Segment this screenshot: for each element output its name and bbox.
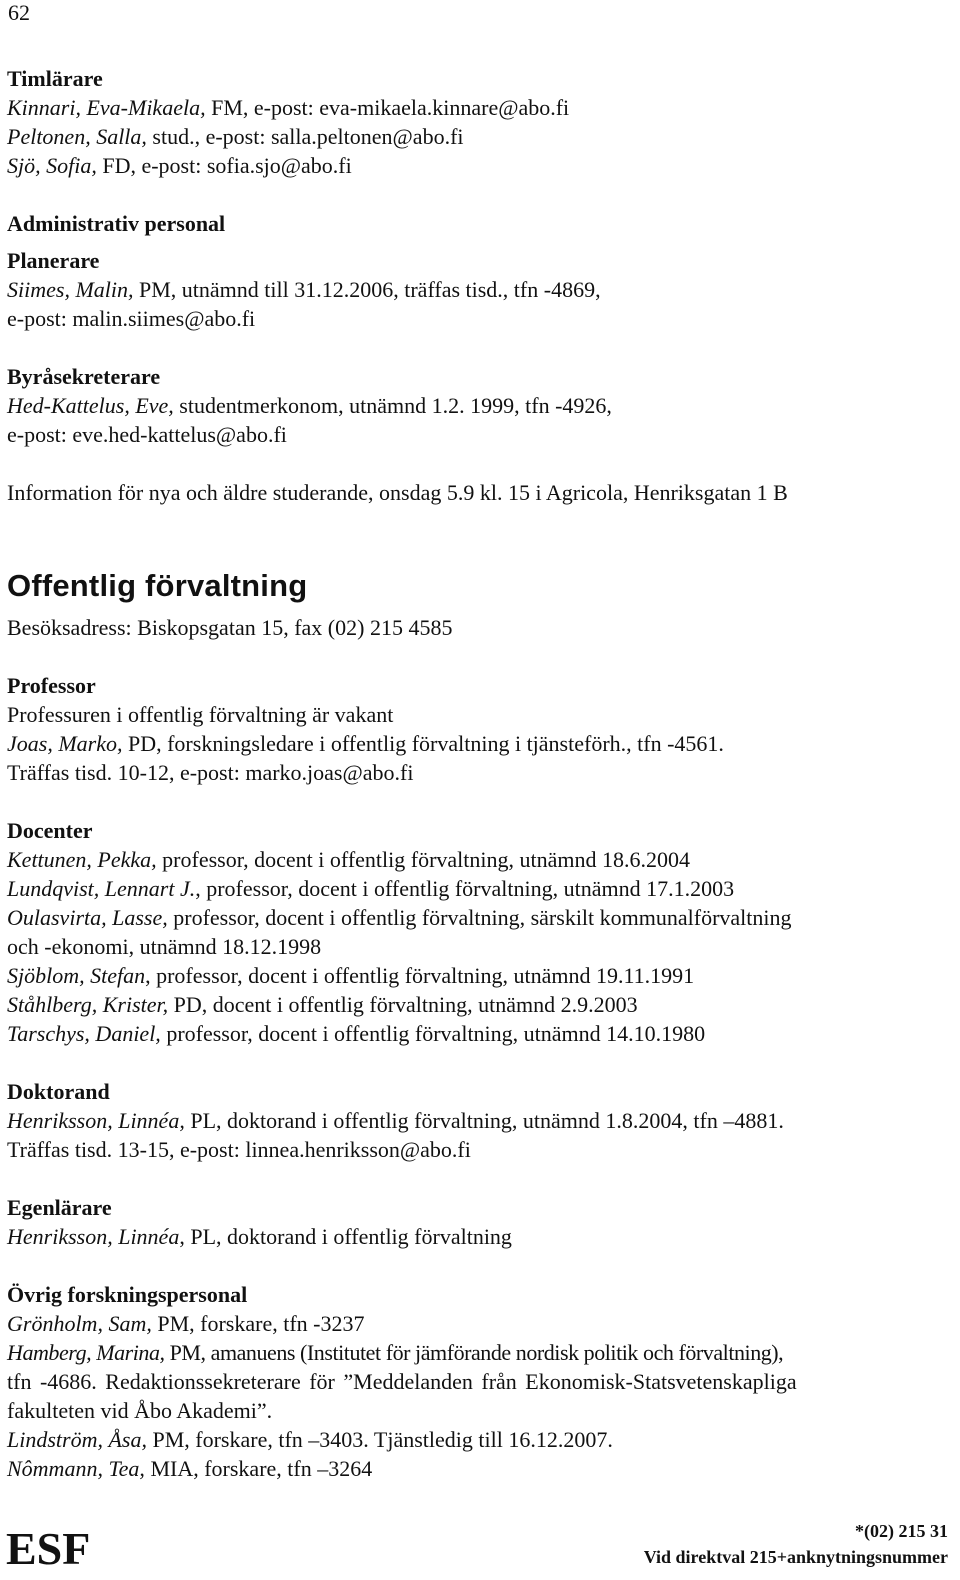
section-title: Offentlig förvaltning	[7, 568, 308, 603]
person-name: Ståhlberg, Krister,	[7, 992, 169, 1017]
person-name: Sjöblom, Stefan	[7, 963, 146, 988]
person-name: Grönholm, Sam,	[7, 1311, 152, 1336]
egenlarare-entry	[7, 1224, 512, 1250]
person-name: Hamberg, Marina,	[7, 1340, 165, 1365]
professor-heading: Professor	[7, 673, 96, 698]
person-name: Siimes, Malin,	[7, 277, 134, 302]
person-details: , PL, doktorand i offentlig förvaltning	[179, 1224, 512, 1249]
person-details: , professor, docent i offentlig förvaltning, utnämnd 19.11.1991	[145, 963, 695, 988]
person-details: professor, docent i offentlig förvaltning, utnämnd 14.10.1980	[160, 1021, 706, 1046]
planerare-entry	[7, 277, 601, 303]
professor-entry	[7, 731, 724, 757]
ovrig-entry-continued: fakulteten vid Åbo Akademi”.	[7, 1398, 273, 1423]
byrasekreterare-heading: Byråsekreterare	[7, 364, 161, 389]
planerare-heading: Planerare	[7, 248, 100, 273]
docent-entry	[7, 847, 690, 873]
person-name: Joas, Marko,	[7, 731, 123, 756]
ovrig-entry-continued: tfn -4686. Redaktionssekreterare för ”Meddelanden från Ekonomisk-Statsvetenskapliga	[7, 1369, 797, 1394]
person-details: PD, docent i offentlig förvaltning, utnämnd 2.9.2003	[168, 992, 638, 1017]
ovrig-entry	[7, 1311, 364, 1337]
person-name: Lindström, Åsa,	[7, 1427, 147, 1452]
person-details: PM, amanuens (Institutet för jämförande nordisk politik och förvaltning),	[164, 1340, 784, 1365]
person-name: Kettunen, Pekka,	[7, 847, 157, 872]
person-details: , professor, docent i offentlig förvaltning, utnämnd 17.1.2003	[195, 876, 735, 901]
docent-entry	[7, 876, 734, 902]
timlarare-entry	[7, 153, 352, 179]
egenlarare-heading: Egenlärare	[7, 1195, 112, 1220]
docent-entry	[7, 963, 694, 989]
person-name: Henriksson, Linnéa	[7, 1224, 180, 1249]
person-name: Nômmann, Tea,	[7, 1456, 145, 1481]
timlarare-entry	[7, 124, 464, 150]
byrasekreterare-entry	[7, 393, 612, 419]
visiting-address: Besöksadress: Biskopsgatan 15, fax (02) 215 4585	[7, 615, 453, 640]
person-name: Lundqvist, Lennart J.	[7, 876, 196, 901]
info-notice: Information för nya och äldre studerande, onsdag 5.9 kl. 15 i Agricola, Henriksgatan 1 B	[7, 480, 788, 505]
ovrig-entry	[7, 1456, 372, 1482]
professor-vacancy: Professuren i offentlig förvaltning är vakant	[7, 702, 394, 727]
footer-direct-dial: Vid direktval 215+anknytningsnummer	[643, 1547, 948, 1567]
docent-entry	[7, 992, 638, 1018]
person-details: PM, forskare, tfn -3237	[151, 1311, 365, 1336]
ovrig-entry	[7, 1340, 783, 1366]
doktorand-heading: Doktorand	[7, 1079, 110, 1104]
esf-logo: ESF	[6, 1523, 91, 1574]
byrasekreterare-email: e-post: eve.hed-kattelus@abo.fi	[7, 422, 287, 447]
person-details: professor, docent i offentlig förvaltning, utnämnd 18.6.2004	[156, 847, 691, 872]
person-details: PD, forskningsledare i offentlig förvaltning i tjänsteförh., tfn -4561.	[122, 731, 724, 756]
person-name: Peltonen, Salla,	[7, 124, 147, 149]
person-name: Tarschys, Daniel,	[7, 1021, 161, 1046]
person-details: professor, docent i offentlig förvaltning, särskilt kommunalförvaltning	[167, 905, 792, 930]
person-name: Sjö, Sofia,	[7, 153, 97, 178]
person-details: FD, e-post: sofia.sjo@abo.fi	[96, 153, 352, 178]
person-details: och -ekonomi, utnämnd 18.12.1998	[7, 934, 322, 959]
person-details: studentmerkonom, utnämnd 1.2. 1999, tfn -4926,	[173, 393, 612, 418]
timlarare-entry	[7, 95, 569, 121]
planerare-email: e-post: malin.siimes@abo.fi	[7, 306, 256, 331]
person-name: Henriksson, Linnéa,	[7, 1108, 185, 1133]
person-details: stud., e-post: salla.peltonen@abo.fi	[146, 124, 464, 149]
docent-entry-continued	[7, 934, 321, 960]
timlarare-heading: Timlärare	[7, 66, 103, 91]
professor-hours: Träffas tisd. 10-12, e-post: marko.joas@abo.fi	[7, 760, 414, 785]
person-details: PM, forskare, tfn –3403. Tjänstledig till 16.12.2007.	[146, 1427, 613, 1452]
person-name: Hed-Kattelus, Eve,	[7, 393, 174, 418]
doktorand-entry	[7, 1108, 784, 1134]
ovrig-heading: Övrig forskningspersonal	[7, 1282, 248, 1307]
ovrig-entry	[7, 1427, 613, 1453]
person-name: Oulasvirta, Lasse,	[7, 905, 168, 930]
person-details: PM, utnämnd till 31.12.2006, träffas tisd., tfn -4869,	[133, 277, 601, 302]
docent-entry	[7, 1021, 705, 1047]
person-details: FM, e-post: eva-mikaela.kinnare@abo.fi	[205, 95, 570, 120]
docenter-heading: Docenter	[7, 818, 93, 843]
page-number: 62	[8, 0, 30, 25]
person-details: MIA, forskare, tfn –3264	[144, 1456, 373, 1481]
person-name: Kinnari, Eva-Mikaela,	[7, 95, 206, 120]
docent-entry	[7, 905, 792, 931]
doktorand-hours: Träffas tisd. 13-15, e-post: linnea.henriksson@abo.fi	[7, 1137, 471, 1162]
person-details: PL, doktorand i offentlig förvaltning, utnämnd 1.8.2004, tfn –4881.	[184, 1108, 784, 1133]
footer-phone: *(02) 215 31	[855, 1521, 948, 1541]
admin-heading: Administrativ personal	[7, 211, 226, 236]
